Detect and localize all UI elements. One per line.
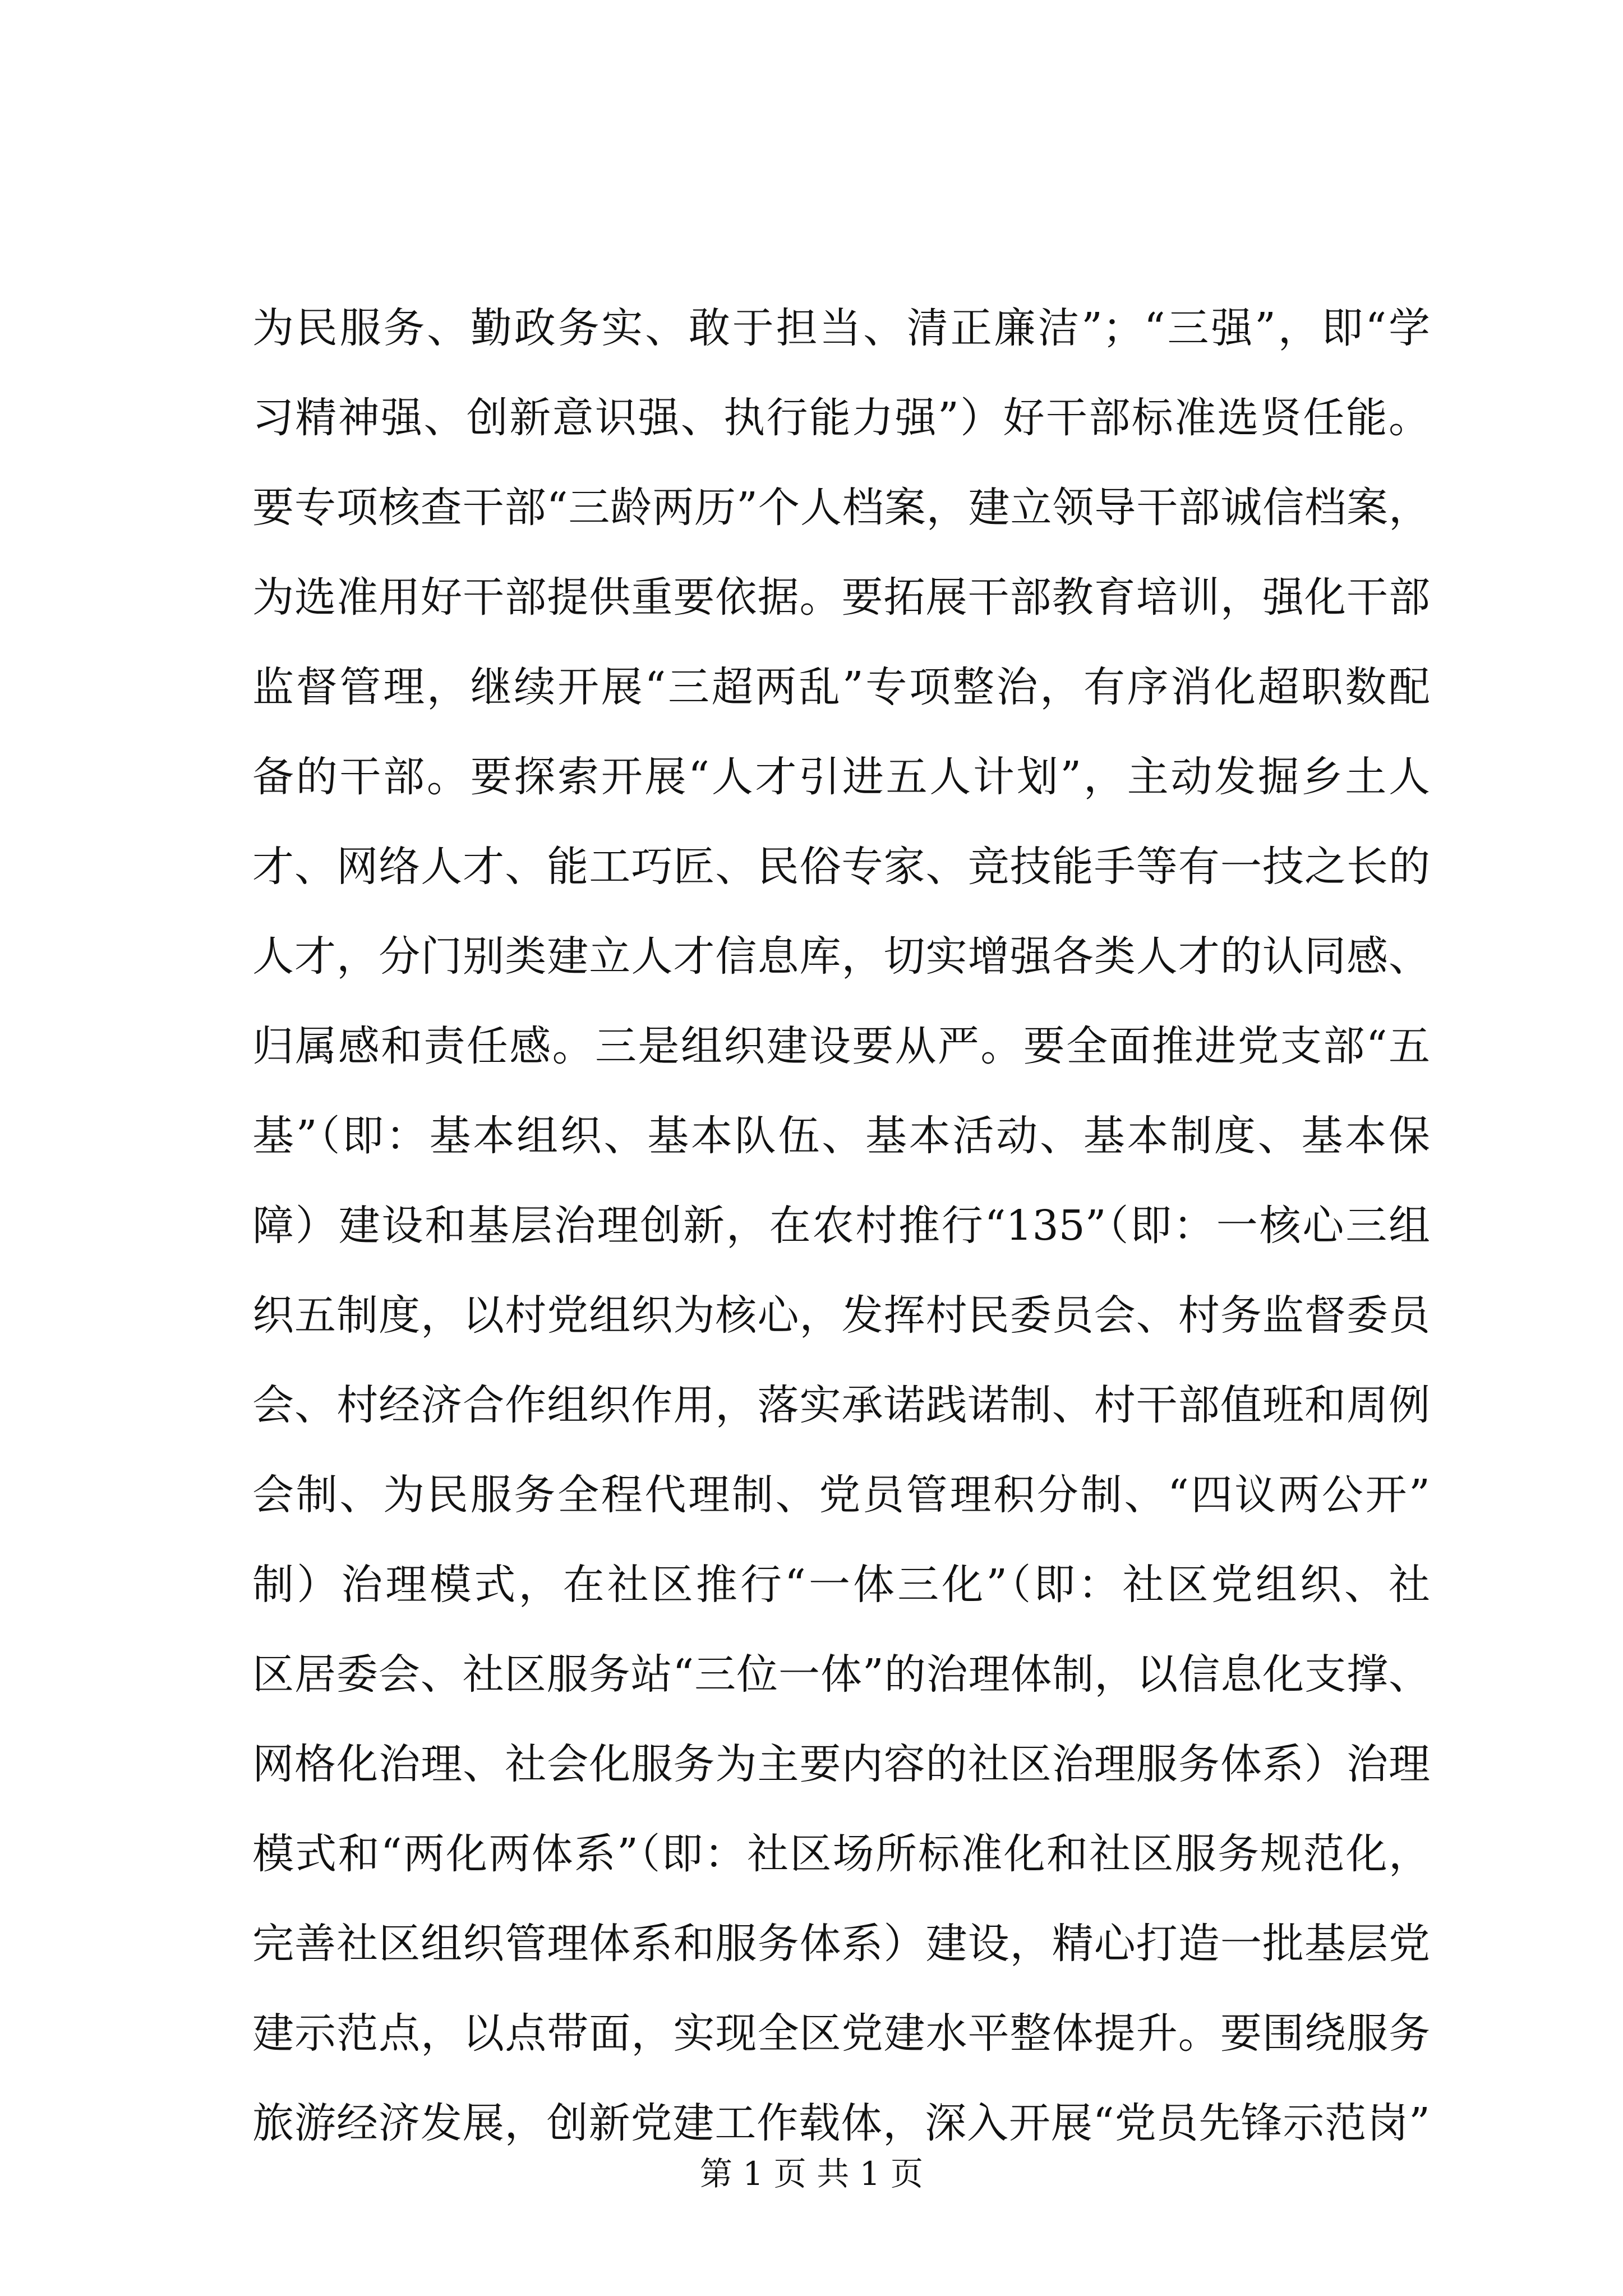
text-line: 旅游经济发展，创新党建工作载体，深入开展“党员先锋示范岗” — [252, 2099, 1430, 2147]
text-line: 为选准用好干部提供重要依据。要拓展干部教育培训，强化干部 — [252, 573, 1430, 622]
text-line: 要专项核查干部“三龄两历”个人档案，建立领导干部诚信档案， — [252, 484, 1430, 532]
page-footer: 第 1 页 共 1 页 — [700, 2155, 923, 2193]
text-line: 监督管理，继续开展“三超两乱”专项整治，有序消化超职数配 — [252, 663, 1430, 711]
text-line: 模式和“两化两体系”（即：社区场所标准化和社区服务规范化， — [252, 1830, 1430, 1878]
text-line: 归属感和责任感。三是组织建设要从严。要全面推进党支部“五 — [252, 1022, 1430, 1070]
text-line: 完善社区组织管理体系和服务体系）建设，精心打造一批基层党 — [252, 1920, 1430, 1968]
text-line: 备的干部。要探索开展“人才引进五人计划”，主动发掘乡土人 — [252, 753, 1430, 801]
document-body — [252, 283, 1430, 2168]
text-line: 习精神强、创新意识强、执行能力强”）好干部标准选贤任能。 — [252, 394, 1430, 442]
text-line: 制）治理模式，在社区推行“一体三化”（即：社区党组织、社 — [252, 1561, 1430, 1609]
text-line: 网格化治理、社会化服务为主要内容的社区治理服务体系）治理 — [252, 1740, 1430, 1788]
text-line: 会制、为民服务全程代理制、党员管理积分制、“四议两公开” — [252, 1471, 1430, 1519]
text-line: 才、网络人才、能工巧匠、民俗专家、竞技能手等有一技之长的 — [252, 843, 1430, 891]
text-line: 为民服务、勤政务实、敢于担当、清正廉洁”；“三强”，即“学 — [252, 304, 1430, 352]
text-line: 障）建设和基层治理创新，在农村推行“135”（即：一核心三组 — [252, 1202, 1430, 1250]
text-line: 基”（即：基本组织、基本队伍、基本活动、基本制度、基本保 — [252, 1112, 1430, 1160]
text-line: 织五制度，以村党组织为核心，发挥村民委员会、村务监督委员 — [252, 1291, 1430, 1340]
text-line: 人才，分门别类建立人才信息库，切实增强各类人才的认同感、 — [252, 932, 1430, 981]
text-line: 会、村经济合作组织作用，落实承诺践诺制、村干部值班和周例 — [252, 1381, 1430, 1429]
text-line: 建示范点，以点带面，实现全区党建水平整体提升。要围绕服务 — [252, 2009, 1430, 2058]
text-line: 区居委会、社区服务站“三位一体”的治理体制，以信息化支撑、 — [252, 1650, 1430, 1699]
